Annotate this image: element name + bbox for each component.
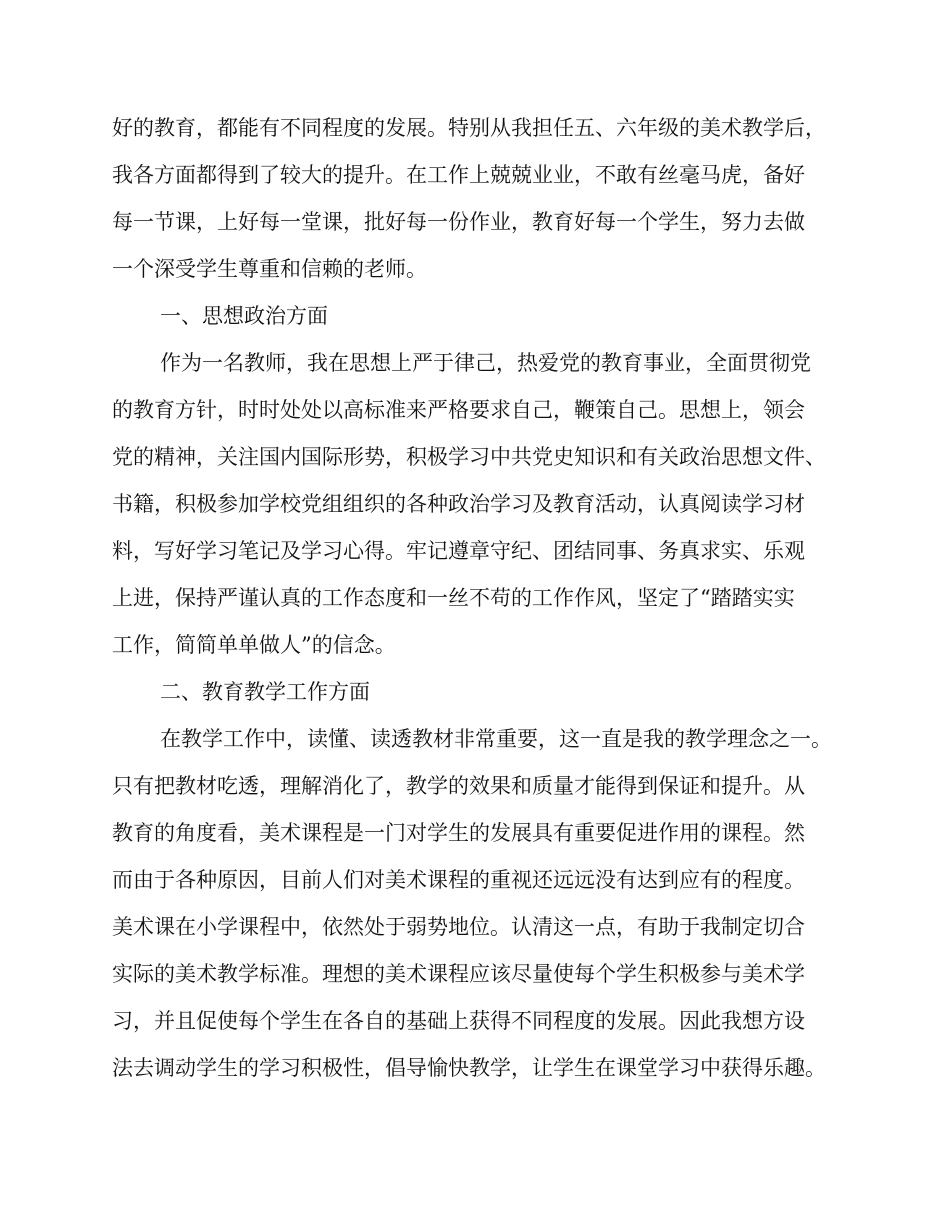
text-line: 的教育方针，时时处处以高标准来严格要求自己，鞭策自己。思想上，领会 (112, 398, 805, 422)
text-line: 法去调动学生的学习积极性，倡导愉快教学，让学生在课堂学习中获得乐趣。 (112, 1056, 826, 1080)
text-line: 料，写好学习笔记及学习心得。牢记遵章守纪、团结同事、务真求实、乐观 (112, 539, 805, 563)
text-line: 每一节课，上好每一堂课，批好每一份作业，教育好每一个学生，努力去做 (112, 210, 805, 234)
text-line: 在教学工作中，读懂、读透教材非常重要，这一直是我的教学理念之一。 (160, 727, 832, 751)
text-line: 而由于各种原因，目前人们对美术课程的重视还远远没有达到应有的程度。 (112, 868, 805, 892)
text-line: 美术课在小学课程中，依然处于弱势地位。认清这一点，有助于我制定切合 (112, 915, 805, 939)
text-line: 好的教育，都能有不同程度的发展。特别从我担任五、六年级的美术教学后， (112, 116, 826, 140)
text-line: 上进，保持严谨认真的工作态度和一丝不苟的工作作风，坚定了“踏踏实实 (112, 586, 795, 610)
text-line: 只有把教材吃透，理解消化了，教学的效果和质量才能得到保证和提升。从 (112, 774, 805, 798)
text-line: 一个深受学生尊重和信赖的老师。 (112, 257, 427, 281)
text-line: 工作，简简单单做人”的信念。 (112, 633, 396, 657)
text-line: 书籍，积极参加学校党组组织的各种政治学习及教育活动，认真阅读学习材 (112, 492, 805, 516)
document-body (112, 105, 848, 1092)
text-line: 教育的角度看，美术课程是一门对学生的发展具有重要促进作用的课程。然 (112, 821, 805, 845)
text-line: 习，并且促使每个学生在各自的基础上获得不同程度的发展。因此我想方设 (112, 1009, 805, 1033)
text-line: 党的精神，关注国内国际形势，积极学习中共党史知识和有关政治思想文件、 (112, 445, 826, 469)
text-line: 实际的美术教学标准。理想的美术课程应该尽量使每个学生积极参与美术学 (112, 962, 805, 986)
text-line: 我各方面都得到了较大的提升。在工作上兢兢业业，不敢有丝毫马虎，备好 (112, 163, 805, 187)
text-line: 作为一名教师，我在思想上严于律己，热爱党的教育事业，全面贯彻党 (160, 351, 811, 375)
section-heading: 二、教育教学工作方面 (160, 680, 370, 704)
section-heading: 一、思想政治方面 (160, 304, 328, 328)
